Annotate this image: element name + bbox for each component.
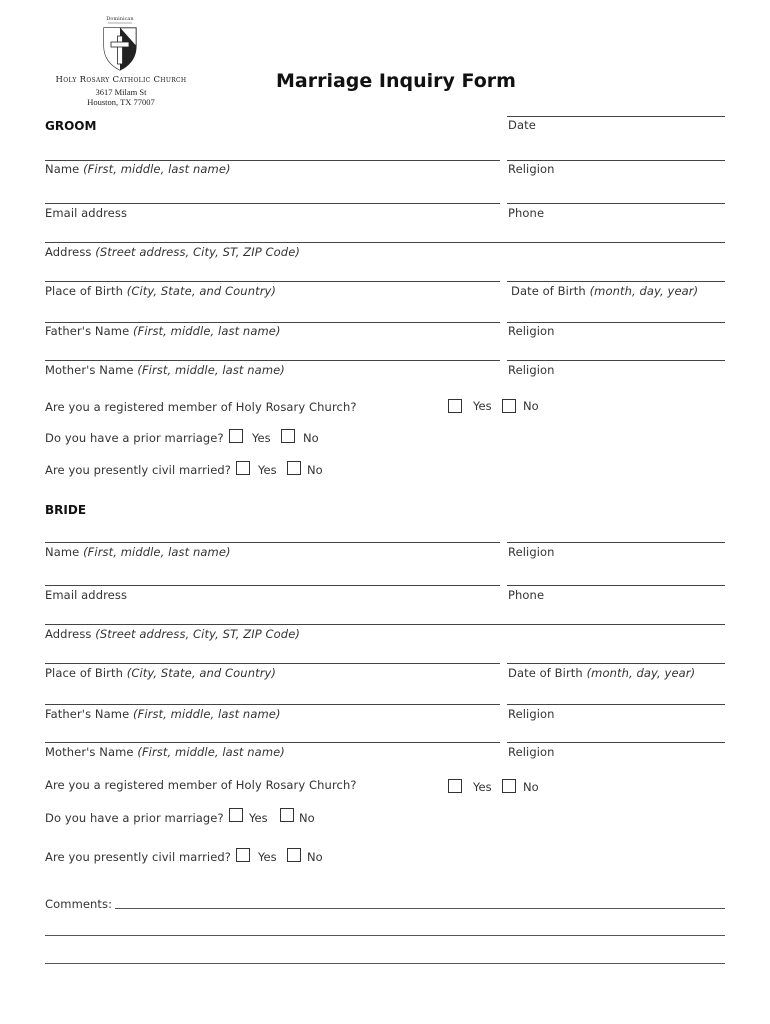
groom-father-label: Father's Name (First, middle, last name)	[45, 324, 281, 338]
bride-member-yes-label: Yes	[473, 780, 492, 794]
groom-address-field[interactable]	[45, 242, 725, 243]
bride-member-question: Are you a registered member of Holy Rosary Church?	[45, 778, 357, 792]
groom-email-label: Email address	[45, 206, 128, 220]
bride-email-field[interactable]	[45, 585, 500, 586]
comments-label: Comments:	[45, 897, 115, 911]
groom-member-no-checkbox[interactable]	[502, 399, 516, 413]
groom-pob-field[interactable]	[45, 281, 500, 282]
groom-prior-question: Do you have a prior marriage?	[45, 431, 224, 445]
church-address-line1: 3617 Milam St	[95, 87, 147, 97]
groom-section-title: GROOM	[45, 119, 97, 133]
groom-religion-field[interactable]	[507, 160, 725, 161]
bride-civil-yes-label: Yes	[258, 850, 277, 864]
bride-member-yes-checkbox[interactable]	[448, 779, 462, 793]
groom-address-label: Address (Street address, City, ST, ZIP Code)	[45, 245, 300, 259]
groom-mother-religion-field[interactable]	[507, 360, 725, 361]
bride-civil-yes-checkbox[interactable]	[236, 848, 250, 862]
bride-member-no-label: No	[523, 780, 539, 794]
groom-dob-label: Date of Birth (month, day, year)	[511, 284, 699, 298]
bride-prior-yes-label: Yes	[249, 811, 268, 825]
bride-prior-yes-checkbox[interactable]	[229, 808, 243, 822]
groom-date-field[interactable]	[507, 116, 725, 117]
bride-dob-label: Date of Birth (month, day, year)	[508, 666, 696, 680]
groom-prior-no-checkbox[interactable]	[281, 429, 295, 443]
groom-name-label: Name (First, middle, last name)	[45, 162, 231, 176]
bride-father-field[interactable]	[45, 704, 500, 705]
groom-prior-yes-label: Yes	[252, 431, 271, 445]
logo-top-text: Dominican	[106, 16, 134, 22]
bride-civil-no-label: No	[307, 850, 323, 864]
bride-address-field[interactable]	[45, 624, 725, 625]
bride-mother-field[interactable]	[45, 742, 500, 743]
bride-prior-no-checkbox[interactable]	[280, 808, 294, 822]
groom-member-yes-checkbox[interactable]	[448, 399, 462, 413]
bride-name-field[interactable]	[45, 542, 500, 543]
groom-phone-field[interactable]	[507, 203, 725, 204]
groom-mother-field[interactable]	[45, 360, 500, 361]
groom-religion-label: Religion	[508, 162, 555, 176]
groom-prior-yes-checkbox[interactable]	[229, 429, 243, 443]
bride-member-no-checkbox[interactable]	[502, 779, 516, 793]
bride-civil-no-checkbox[interactable]	[287, 848, 301, 862]
church-logo	[98, 14, 142, 72]
groom-civil-question: Are you presently civil married?	[45, 463, 231, 477]
groom-father-religion-label: Religion	[508, 324, 555, 338]
bride-mother-religion-field[interactable]	[507, 742, 725, 743]
bride-religion-label: Religion	[508, 545, 555, 559]
bride-prior-question: Do you have a prior marriage?	[45, 811, 224, 825]
groom-mother-label: Mother's Name (First, middle, last name)	[45, 363, 285, 377]
groom-civil-yes-checkbox[interactable]	[236, 461, 250, 475]
form-title: Marriage Inquiry Form	[276, 70, 516, 92]
groom-mother-religion-label: Religion	[508, 363, 555, 377]
groom-member-question: Are you a registered member of Holy Rosary Church?	[45, 400, 357, 414]
groom-phone-label: Phone	[508, 206, 545, 220]
bride-civil-question: Are you presently civil married?	[45, 850, 231, 864]
church-name: Holy Rosary Catholic Church	[55, 75, 187, 85]
bride-prior-no-label: No	[299, 811, 315, 825]
groom-civil-no-label: No	[307, 463, 323, 477]
groom-civil-yes-label: Yes	[258, 463, 277, 477]
groom-father-religion-field[interactable]	[507, 322, 725, 323]
bride-dob-field[interactable]	[507, 663, 725, 664]
groom-dob-field[interactable]	[507, 281, 725, 282]
groom-member-no-label: No	[523, 399, 539, 413]
comments-line-2[interactable]	[45, 935, 725, 936]
groom-member-yes-label: Yes	[473, 399, 492, 413]
bride-mother-religion-label: Religion	[508, 745, 555, 759]
groom-prior-no-label: No	[303, 431, 319, 445]
groom-father-field[interactable]	[45, 322, 500, 323]
bride-address-label: Address (Street address, City, ST, ZIP Code)	[45, 627, 300, 641]
bride-phone-label: Phone	[508, 588, 545, 602]
bride-father-religion-label: Religion	[508, 707, 555, 721]
bride-pob-label: Place of Birth (City, State, and Country)	[45, 666, 277, 680]
bride-religion-field[interactable]	[507, 542, 725, 543]
bride-pob-field[interactable]	[45, 663, 500, 664]
bride-name-label: Name (First, middle, last name)	[45, 545, 231, 559]
bride-mother-label: Mother's Name (First, middle, last name)	[45, 745, 285, 759]
comments-line-1[interactable]	[112, 908, 725, 909]
groom-date-label: Date	[508, 118, 536, 132]
groom-name-field[interactable]	[45, 160, 500, 161]
bride-father-religion-field[interactable]	[507, 704, 725, 705]
church-address-line2: Houston, TX 77007	[87, 97, 155, 107]
bride-section-title: BRIDE	[45, 503, 87, 517]
bride-email-label: Email address	[45, 588, 128, 602]
comments-line-3[interactable]	[45, 963, 725, 964]
groom-pob-label: Place of Birth (City, State, and Country)	[45, 284, 277, 298]
shield-cross-icon	[98, 14, 142, 72]
groom-civil-no-checkbox[interactable]	[287, 461, 301, 475]
bride-father-label: Father's Name (First, middle, last name)	[45, 707, 281, 721]
groom-email-field[interactable]	[45, 203, 500, 204]
bride-phone-field[interactable]	[507, 585, 725, 586]
